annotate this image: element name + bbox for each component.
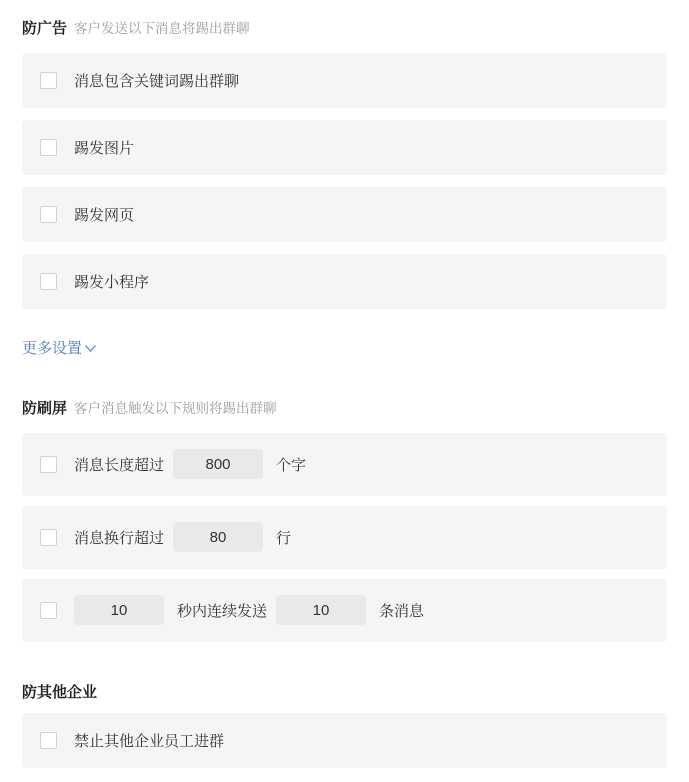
setting-row-msg-linebreaks	[22, 506, 667, 569]
setting-row-kick-image	[22, 120, 667, 175]
setting-label[interactable]: 踢发图片	[74, 140, 135, 157]
more-settings-link[interactable]	[22, 339, 97, 355]
frequency-count-input[interactable]	[276, 595, 366, 625]
rule-prefix-text: 消息换行超过	[74, 529, 165, 547]
section-title: 防其他企业	[22, 683, 98, 701]
section-anti-flood-header	[22, 398, 667, 420]
rule-suffix-text: 行	[276, 529, 292, 547]
section-subtitle: 客户消息触发以下规则将踢出群聊	[74, 400, 277, 416]
setting-label[interactable]: 踢发小程序	[74, 274, 150, 291]
frequency-seconds-input[interactable]	[74, 595, 164, 625]
rule-middle-text: 秒内连续发送	[177, 602, 268, 620]
setting-label[interactable]: 消息包含关键词踢出群聊	[74, 73, 240, 90]
section-title: 防刷屏	[22, 399, 68, 417]
rule-suffix-text: 条消息	[379, 602, 425, 620]
checkbox-msg-linebreaks[interactable]	[40, 529, 57, 546]
setting-row-kick-miniprogram	[22, 254, 667, 309]
msg-length-input[interactable]	[173, 449, 263, 479]
section-anti-flood	[22, 398, 667, 642]
setting-label[interactable]: 禁止其他企业员工进群	[74, 732, 225, 750]
chevron-down-icon	[84, 344, 97, 353]
checkbox-kick-webpage[interactable]	[40, 206, 57, 223]
setting-row-msg-frequency	[22, 579, 667, 642]
setting-row-block-other-staff	[22, 713, 667, 768]
section-title: 防广告	[22, 20, 68, 37]
checkbox-kick-image[interactable]	[40, 139, 57, 156]
more-settings-label: 更多设置	[22, 339, 83, 357]
section-anti-other-company	[22, 682, 667, 768]
section-subtitle: 客户发送以下消息将踢出群聊	[74, 21, 250, 36]
rule-prefix-text: 消息长度超过	[74, 456, 165, 474]
checkbox-block-other-staff[interactable]	[40, 732, 57, 749]
setting-row-msg-length	[22, 433, 667, 496]
section-anti-ad	[22, 18, 667, 358]
setting-row-keyword-kick	[22, 53, 667, 108]
rule-suffix-text: 个字	[276, 456, 307, 474]
checkbox-kick-miniprogram[interactable]	[40, 273, 57, 290]
section-anti-ad-header	[22, 18, 667, 40]
setting-label[interactable]: 踢发网页	[74, 207, 135, 224]
section-anti-other-company-header	[22, 682, 667, 704]
checkbox-msg-length[interactable]	[40, 456, 57, 473]
setting-row-kick-webpage	[22, 187, 667, 242]
checkbox-msg-frequency[interactable]	[40, 602, 57, 619]
checkbox-keyword-kick[interactable]	[40, 72, 57, 89]
msg-linebreaks-input[interactable]	[173, 522, 263, 552]
